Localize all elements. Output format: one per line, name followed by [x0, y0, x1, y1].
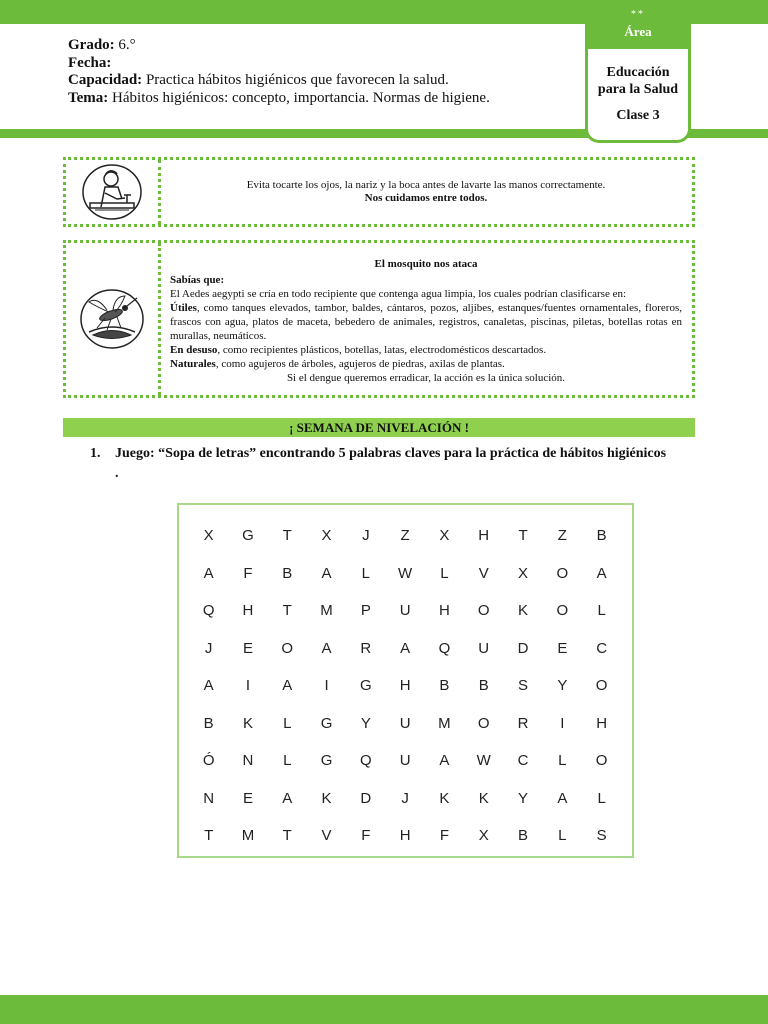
grid-letter[interactable]: G [320, 752, 333, 770]
dengue-closing: Si el dengue queremos erradicar, la acción es la única solución. [286, 372, 566, 384]
tema-label: Tema: [68, 89, 109, 106]
grid-letter[interactable]: K [478, 789, 489, 807]
grid-letter[interactable]: V [478, 564, 489, 582]
grid-letter[interactable]: Y [360, 714, 371, 732]
grid-letter[interactable]: M [438, 714, 451, 732]
grid-letter[interactable]: E [557, 639, 568, 657]
word-search-table [189, 517, 621, 855]
grid-letter[interactable]: X [478, 827, 489, 845]
grid-letter[interactable]: D [517, 639, 529, 657]
hygiene-note-box [63, 157, 695, 227]
grid-letter[interactable]: V [321, 827, 332, 845]
mosquito-icon-cell [66, 243, 161, 395]
grid-letter[interactable]: L [558, 752, 567, 770]
grid-letter[interactable]: B [518, 827, 529, 845]
grid-letter[interactable]: L [283, 752, 292, 770]
grid-row [189, 667, 621, 705]
grid-letter[interactable]: T [282, 527, 292, 545]
grid-letter[interactable]: D [360, 789, 372, 807]
area-box [585, 0, 691, 143]
grid-letter[interactable]: E [242, 639, 253, 657]
subject-line-1: Educación [606, 65, 670, 80]
grid-row [189, 780, 621, 818]
grid-letter[interactable]: H [439, 602, 450, 620]
grid-letter[interactable]: X [321, 527, 332, 545]
grid-letter[interactable]: U [399, 602, 411, 620]
grid-letter[interactable]: Q [360, 752, 372, 770]
grid-letter[interactable]: R [517, 714, 529, 732]
class-label: Clase 3 [616, 108, 660, 123]
grid-letter[interactable]: K [518, 602, 529, 620]
grid-letter[interactable]: U [478, 639, 490, 657]
grid-letter[interactable]: O [556, 564, 569, 582]
grid-letter[interactable]: A [439, 752, 450, 770]
hygiene-note-emphasis: Nos cuidamos entre todos. [364, 192, 488, 204]
grid-letter[interactable]: J [204, 639, 213, 657]
grid-letter[interactable]: X [203, 527, 214, 545]
grid-letter[interactable]: H [596, 714, 608, 732]
grid-letter[interactable]: L [597, 789, 606, 807]
header-info [68, 37, 490, 107]
grid-letter[interactable]: M [241, 827, 255, 845]
area-label: Área [624, 24, 652, 39]
grid-letter[interactable]: J [362, 527, 370, 545]
grid-letter[interactable]: O [556, 602, 569, 620]
grid-letter[interactable]: A [557, 789, 568, 807]
handwashing-icon-cell [66, 160, 161, 224]
mosquito-note-text [170, 243, 682, 395]
grid-row [189, 817, 621, 855]
grid-letter[interactable]: A [203, 677, 214, 695]
utiles-paragraph [170, 301, 682, 343]
grid-letter[interactable]: C [517, 752, 529, 770]
fecha-label: Fecha: [68, 54, 112, 71]
tema-value: Hábitos higiénicos: concepto, importancia. Normas de higiene. [112, 89, 490, 106]
grid-letter[interactable]: J [401, 789, 409, 807]
capacidad-value: Practica hábitos higiénicos que favorecen la salud. [145, 72, 449, 88]
grid-letter[interactable]: L [361, 564, 370, 582]
desuso-paragraph [170, 343, 682, 357]
desuso-label: En desuso [170, 344, 218, 356]
grid-letter[interactable]: S [596, 827, 607, 845]
area-stars: ** [631, 9, 645, 20]
grid-letter[interactable]: Z [557, 527, 567, 545]
grid-letter[interactable]: A [321, 564, 332, 582]
grid-letter[interactable]: T [282, 602, 292, 620]
grid-letter[interactable]: E [242, 789, 253, 807]
grid-letter[interactable]: O [595, 677, 608, 695]
grid-letter[interactable]: O [595, 752, 608, 770]
grado-label: Grado: [68, 37, 115, 53]
grid-letter[interactable]: B [596, 527, 607, 545]
grid-letter[interactable]: T [282, 827, 292, 845]
activity-number: 1. [90, 446, 101, 461]
fecha-line [68, 55, 490, 73]
grid-letter[interactable]: N [203, 789, 215, 807]
grid-letter[interactable]: H [399, 677, 411, 695]
grid-letter[interactable]: H [242, 602, 254, 620]
grid-letter[interactable]: M [320, 602, 333, 620]
sabias-label: Sabías que: [170, 274, 225, 286]
grid-letter[interactable]: Y [557, 677, 568, 695]
grid-letter[interactable]: N [242, 752, 254, 770]
grid-letter[interactable]: A [400, 639, 411, 657]
grid-row [189, 555, 621, 593]
grid-letter[interactable]: Ó [202, 752, 215, 770]
grid-letter[interactable]: W [398, 564, 413, 582]
area-subject [588, 64, 688, 98]
grid-letter[interactable]: H [399, 827, 411, 845]
desuso-text: , como recipientes plásticos, botellas, latas, electrodomésticos descartados. [217, 344, 547, 356]
naturales-label: Naturales [170, 358, 216, 370]
subject-line-2: para la Salud [597, 82, 679, 97]
grid-letter[interactable]: B [478, 677, 489, 695]
grid-letter[interactable]: L [440, 564, 449, 582]
grid-letter[interactable]: T [518, 527, 528, 545]
word-search-grid [177, 503, 634, 858]
grid-letter[interactable]: A [321, 639, 332, 657]
grado-value: 6.° [118, 37, 136, 53]
grid-row [189, 705, 621, 743]
utiles-text: , como tanques elevados, tambor, baldes, cántaros, pozos, aljibes, estanques/fuentes ornamentales, floreros, frascos con agua, platos de maceta, bebedero de animales, registros, canaletas, piscinas, piletas, botellas rotas en murallas, neumáticos. [170, 302, 682, 342]
grid-letter[interactable]: U [399, 714, 411, 732]
mosquito-title: El mosquito nos ataca [374, 258, 478, 270]
grid-letter[interactable]: G [360, 677, 372, 695]
grid-letter[interactable]: C [596, 639, 608, 657]
grid-letter[interactable]: F [439, 827, 450, 845]
grid-letter[interactable]: B [282, 564, 293, 582]
grid-letter[interactable]: A [596, 564, 607, 582]
grid-letter[interactable]: U [399, 752, 411, 770]
grid-letter[interactable]: K [321, 789, 332, 807]
hygiene-note-text [170, 160, 682, 224]
grid-letter[interactable]: X [439, 527, 450, 545]
naturales-text: , como agujeros de árboles, agujeros de piedras, axilas de plantas. [215, 358, 505, 370]
grid-letter[interactable]: H [478, 527, 490, 545]
grid-letter[interactable]: I [245, 677, 251, 695]
grid-letter[interactable]: I [560, 714, 565, 732]
grid-letter[interactable]: S [518, 677, 529, 695]
grid-letter[interactable]: F [361, 827, 371, 845]
grid-letter[interactable]: L [283, 714, 292, 732]
grid-letter[interactable]: K [242, 714, 253, 732]
area-header [588, 0, 688, 49]
grid-letter[interactable]: Q [202, 602, 215, 620]
grid-letter[interactable]: A [282, 789, 293, 807]
hygiene-note-line: Evita tocarte los ojos, la nariz y la boca antes de lavarte las manos correctamente. [246, 179, 606, 191]
grid-letter[interactable]: X [518, 564, 529, 582]
grid-letter[interactable]: Z [400, 527, 410, 545]
grid-letter[interactable]: L [597, 602, 606, 620]
activity-text: Juego: “Sopa de letras” encontrando 5 palabras claves para la práctica de hábitos higiénicos . [115, 446, 667, 481]
mosquito-note-box [63, 240, 695, 398]
activity-item [90, 444, 670, 484]
capacidad-line [68, 72, 490, 90]
grid-letter[interactable]: Y [518, 789, 529, 807]
utiles-label: Útiles [170, 302, 197, 314]
grid-letter[interactable]: A [282, 677, 293, 695]
grid-letter[interactable]: K [439, 789, 450, 807]
grid-letter[interactable]: B [203, 714, 214, 732]
mosquito-icon [79, 288, 145, 350]
grid-letter[interactable]: P [360, 602, 371, 620]
grid-letter[interactable]: F [243, 564, 253, 582]
nivelacion-banner: ¡ SEMANA DE NIVELACIÓN ! [63, 418, 695, 437]
grid-letter[interactable]: Q [438, 639, 451, 657]
footer-green-bar [0, 995, 768, 1024]
grid-letter[interactable]: R [360, 639, 372, 657]
grid-letter[interactable]: A [203, 564, 214, 582]
mosquito-intro: El Aedes aegypti se cría en todo recipiente que contenga agua limpia, los cuales podrían clasificarse en: [170, 288, 627, 300]
grid-letter[interactable]: O [477, 602, 490, 620]
grid-letter[interactable]: O [477, 714, 490, 732]
grid-letter[interactable]: G [320, 714, 333, 732]
grid-letter[interactable]: T [204, 827, 214, 845]
grid-letter[interactable]: W [476, 752, 491, 770]
grid-letter[interactable]: L [558, 827, 567, 845]
capacidad-label: Capacidad: [68, 72, 143, 88]
grid-letter[interactable]: G [242, 527, 254, 545]
grid-row [189, 630, 621, 668]
grid-row [189, 592, 621, 630]
grid-row [189, 517, 621, 555]
naturales-paragraph [170, 357, 682, 371]
tema-line [68, 90, 490, 108]
grado-line [68, 37, 490, 55]
grid-row [189, 742, 621, 780]
grid-letter[interactable]: B [439, 677, 450, 695]
grid-letter[interactable]: O [281, 639, 294, 657]
handwashing-icon [81, 163, 143, 221]
grid-letter[interactable]: I [324, 677, 329, 695]
